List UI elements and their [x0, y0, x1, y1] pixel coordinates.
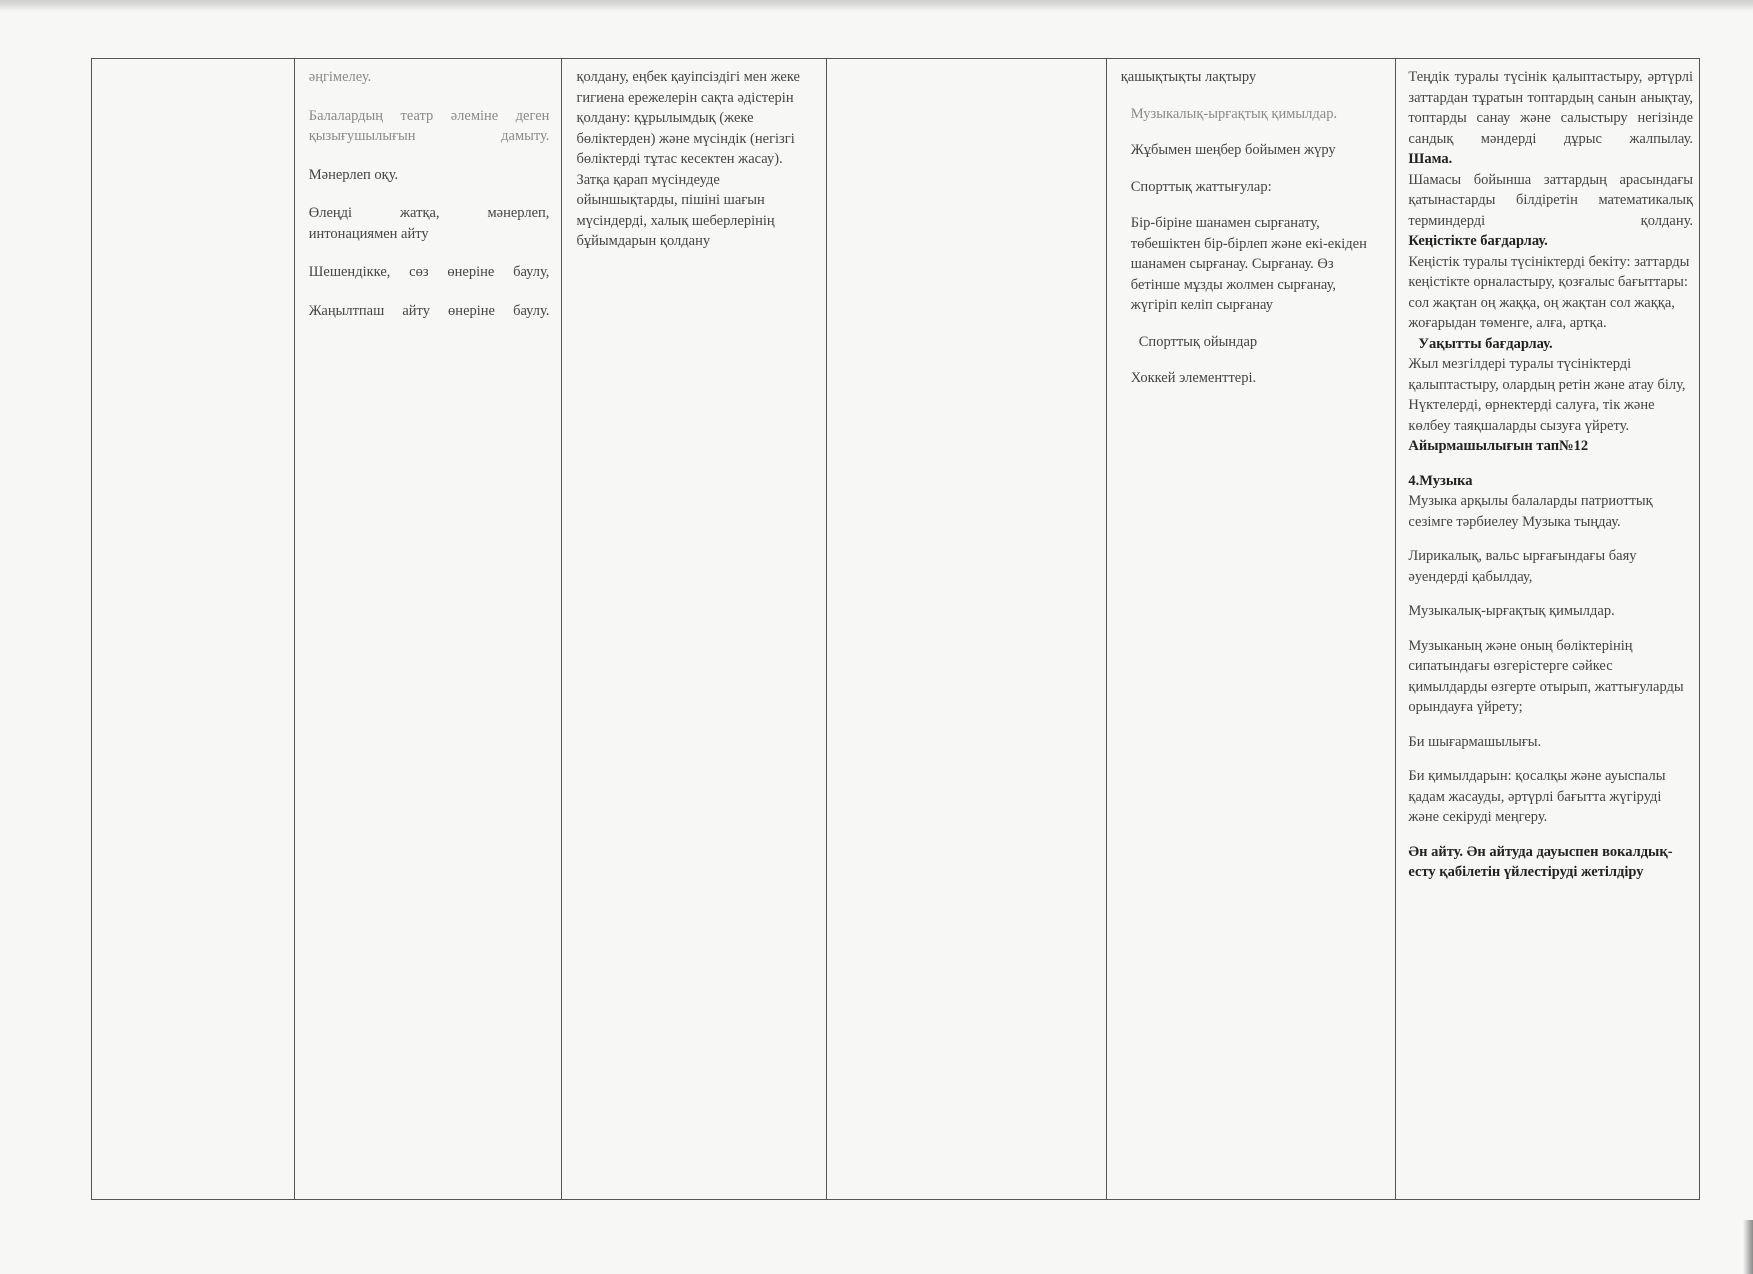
text-c6-p8: Музыканың және оның бөліктерінің сипатындағы өзгерістерге сәйкес қимылдарды өзгерте отырып, жаттығуларды орындауға үйрету; — [1408, 637, 1684, 715]
text-c2-1: Балалардың театр әлеміне деген қызығушылығын дамыту. — [308, 107, 550, 144]
text-c2-0: әңгімелеу. — [308, 69, 372, 85]
heading-kenistik: Кеңістікте бағдарлау. — [1408, 233, 1548, 249]
table-column-1 — [92, 59, 295, 1199]
table-column-3 — [562, 59, 827, 1199]
text-c6-p5: Музыка арқылы балаларды патриоттық сезімге тәрбиелеу Музыка тыңдау. — [1408, 493, 1653, 530]
text-c2-2: Мәнерлеп оқу. — [308, 166, 399, 183]
text-c6-p2: Шамасы бойынша заттардың арасындағы қатынастарды білдіретін математикалық терминдерді қолдану. — [1408, 171, 1694, 229]
heading-uakyt: Уақытты бағдарлау. — [1418, 335, 1553, 352]
text-c6-p6: Лирикалық, вальс ырғағындағы баяу әуендерді қабылдау, — [1408, 548, 1637, 585]
text-c6-p1: Теңдік туралы түсінік қалыптастыру, әртүрлі заттардан тұратын топтардың санын анықтау, топтарды санау және салыстыру негізінде сандық мәндерді дұрыс жалпылау. — [1408, 69, 1694, 147]
text-c6-p10: Би қимылдарын: қосалқы және ауыспалы қадам жасауды, әртүрлі бағытта жүгіруді және секіруді меңгеру. — [1408, 768, 1666, 825]
text-c2-5: Жаңылтпаш айту өнеріне баулу. — [308, 302, 550, 319]
text-c3-0: қолдану, еңбек қауіпсіздігі мен жеке гигиена ережелерін сақта әдістерін қолдану: құрылымдық (жеке бөліктерден) және мүсіндік (негізгі бөліктерді тұтас кесектен жасау). Затқа қарап мүсіндеуде ойыншықтарды, пішіні шағын мүсіндерді, халық шеберлерінің бұйымдарын қолдану — [576, 69, 800, 249]
text-c6-p9: Би шығармашылығы. — [1408, 733, 1542, 750]
text-c2-3: Өлеңді жатқа, мәнерлеп, интонациямен айту — [308, 205, 550, 242]
text-c5-3: Спорттық жаттығулар: — [1130, 178, 1272, 195]
table-column-4 — [827, 59, 1107, 1199]
text-c5-0: қашықтықты лақтыру — [1120, 69, 1257, 85]
heading-muzyka: 4.Музыка — [1408, 472, 1473, 489]
text-c5-5: Спорттық ойындар — [1138, 333, 1258, 350]
text-c6-p11: Ән айту. Ән айтуда дауыспен вокалдық-есту қабілетін үйлестіруді жетілдіру — [1408, 843, 1673, 880]
text-c6-p3: Кеңістік туралы түсініктерді бекіту: заттарды кеңістікте орналастыру, қозғалыс бағыттары: сол жақтан оң жаққа, оң жақтан сол жаққа, жоғарыдан төменге, алға, артқа. — [1408, 253, 1690, 331]
text-c5-6: Хоккей элементтері. — [1130, 370, 1257, 386]
text-c5-1: Музыкалық-ырғақтық қимылдар. — [1130, 105, 1338, 122]
heading-shama: Шама. — [1408, 151, 1453, 167]
text-c6-p4: Жыл мезгілдері туралы түсініктерді қалыптастыру, олардың ретін және атау білу, Нүктелерді, өрнектерді салуға, тік және көлбеу таяқшаларды сызуға үйрету. — [1408, 356, 1686, 434]
text-c6-p7: Музыкалық-ырғақтық қимылдар. — [1408, 603, 1615, 619]
plan-table — [91, 58, 1700, 1200]
heading-aiyrma: Айырмашылығын тап№12 — [1408, 438, 1589, 454]
text-c2-4: Шешендікке, сөз өнеріне баулу, — [308, 264, 550, 280]
scan-top-shadow — [0, 0, 1753, 10]
text-c5-4: Бір-біріне шанамен сырғанату, төбешіктен бір-бірлеп және екі-екіден шанамен сырғанау. Сырғанау. Өз бетінше мұзды жолмен сырғанау, жүгіріп келіп сырғанау — [1130, 215, 1367, 313]
scan-right-shadow — [1743, 1220, 1753, 1274]
table-column-2 — [295, 59, 563, 1199]
text-c5-2: Жұбымен шеңбер бойымен жүру — [1130, 142, 1336, 158]
table-column-5 — [1107, 59, 1397, 1199]
table-column-6 — [1396, 59, 1699, 1199]
